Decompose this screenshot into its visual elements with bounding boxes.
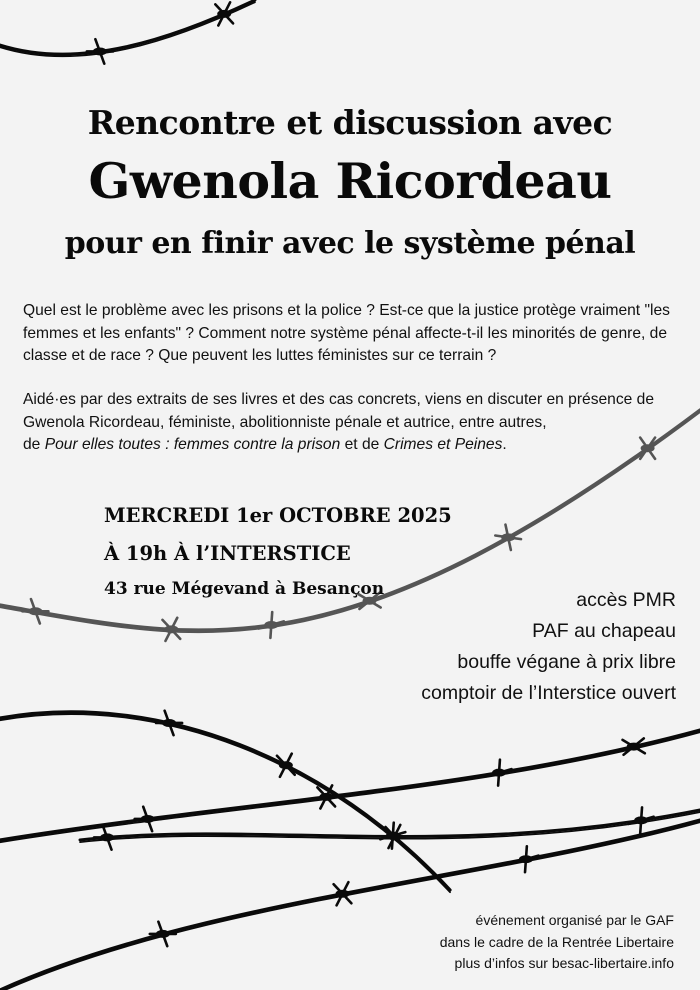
paragraph2-and: et de (344, 436, 380, 453)
wire-strand (0, 730, 700, 840)
event-time-place: À 19h À l’INTERSTICE (104, 542, 351, 565)
footer-credits (440, 910, 674, 975)
wire-barb (215, 2, 233, 25)
book-title-1: Pour elles toutes : femmes contre la prison (44, 436, 341, 453)
footer-line: plus d’infos sur besac-libertaire.info (454, 955, 674, 971)
wire-barb (22, 599, 48, 623)
event-date: MERCREDI 1er OCTOBRE 2025 (104, 504, 452, 527)
wire-barb (87, 39, 113, 63)
title-line-3: pour en finir avec le système pénal (64, 226, 636, 261)
intro-paragraph-1: Quel est le problème avec les prisons et la police ? Est-ce que la justice protège vraiment "les femmes et les enfants" ? Comment notre système pénal affecte-t-il les minorités de genre, de classe et de race ? Que peuvent les luttes féministes sur ce terrain ? (23, 302, 670, 364)
intro-paragraph-2 (23, 389, 683, 457)
practical-item: accès PMR (576, 589, 676, 611)
wire-strand (0, 0, 255, 54)
wire-barb (495, 525, 521, 550)
wire-barb (277, 754, 295, 777)
wire-strand (0, 714, 450, 892)
wire-barb (334, 882, 352, 905)
title-line-1: Rencontre et discussion avec (87, 103, 613, 142)
footer-line: dans le cadre de la Rentrée Libertaire (439, 933, 674, 950)
wire-barb (156, 711, 182, 735)
practical-info (421, 585, 676, 709)
speaker-name: Gwenola Ricordeau (88, 152, 612, 210)
paragraph2-start: Aidé·es par des extraits de ses livres et des cas concrets, viens en discuter en présence de Gwenola Ricordeau, féministe, abolitionniste pénale et autrice, entre autres, (23, 391, 654, 431)
wire-strand (0, 712, 450, 890)
wire-barb (135, 807, 161, 831)
practical-item: comptoir de l’Interstice ouvert (421, 682, 676, 704)
footer-line: événement organisé par le GAF (475, 912, 674, 928)
event-address: 43 rue Mégevand à Besançon (104, 579, 385, 599)
paragraph2-de: de (23, 436, 41, 453)
paragraph2-end: . (502, 436, 507, 453)
wire-barb (94, 825, 120, 849)
practical-item: bouffe végane à prix libre (457, 651, 676, 673)
wire-barb (162, 618, 180, 641)
wire-strand (0, 2, 255, 56)
wire-barb (150, 922, 176, 946)
book-title-2: Crimes et Peines (383, 436, 503, 453)
practical-item: PAF au chapeau (532, 620, 676, 642)
